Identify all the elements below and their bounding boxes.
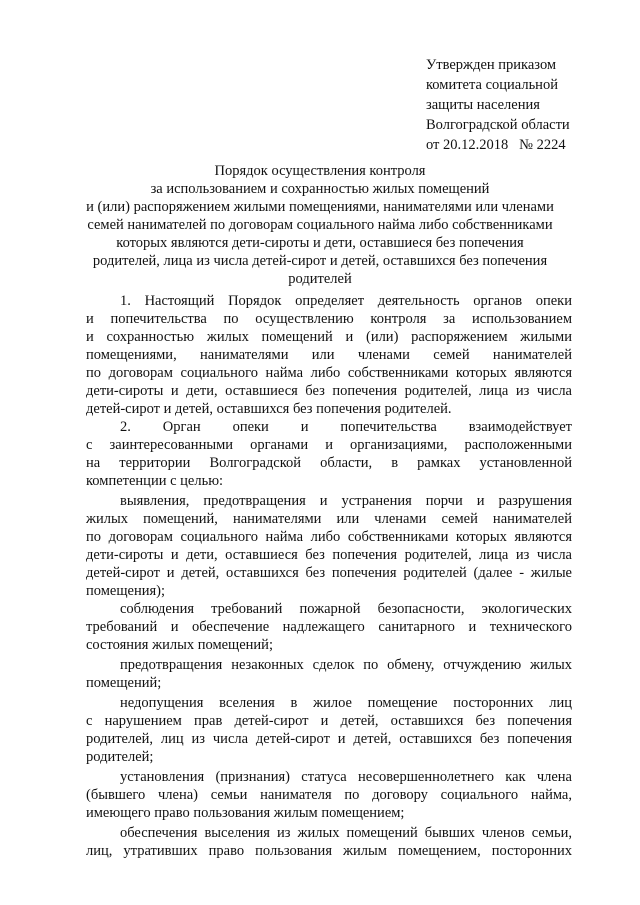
- paragraph-line: на территории Волгоградской области, в рамках установленной: [86, 455, 572, 471]
- approval-line: Утвержден приказом: [426, 57, 557, 73]
- approval-line: комитета социальной: [426, 77, 558, 93]
- paragraph-line: помещения);: [86, 583, 165, 599]
- approval-block: [0, 0, 640, 153]
- paragraph-line: и сохранностью жилых помещений и (или) распоряжением жилыми: [86, 329, 572, 345]
- paragraph-line: установления (признания) статуса несовершеннолетнего как члена: [120, 769, 572, 785]
- paragraph-line: и попечительства по осуществлению контроля за использованием: [86, 311, 572, 327]
- paragraph-line: 2. Орган опеки и попечительства взаимодействует: [120, 419, 572, 435]
- paragraph-line: детей-сирот и детей, оставшихся без попечения родителей (далее - жилые: [86, 565, 572, 581]
- paragraph-line: родителей, лиц из числа детей-сирот и детей, оставшихся без попечения: [86, 731, 572, 747]
- paragraph-line: предотвращения незаконных сделок по обмену, отчуждению жилых: [120, 657, 572, 673]
- title-line: за использованием и сохранностью жилых помещений: [150, 181, 490, 197]
- title-line: родителей, лица из числа детей-сирот и детей, оставшихся без попечения: [92, 253, 548, 269]
- paragraph-line: лиц, утративших право пользования жилым помещением, посторонних: [86, 843, 572, 859]
- paragraph-line: жилых помещений, нанимателями или членами семей нанимателей: [86, 511, 572, 527]
- paragraph-line: с заинтересованными органами и организациями, расположенными: [86, 437, 572, 453]
- paragraph-line: имеющего право пользования жилым помещением;: [86, 805, 405, 821]
- title-line: и (или) распоряжением жилыми помещениями, нанимателями или членами: [86, 199, 554, 215]
- paragraph-line: детей-сирот и детей, оставшихся без попечения родителей.: [86, 401, 452, 417]
- paragraph-line: соблюдения требований пожарной безопасности, экологических: [120, 601, 572, 617]
- title-line: родителей: [288, 271, 352, 287]
- paragraph-line: недопущения вселения в жилое помещение посторонних лиц: [120, 695, 572, 711]
- approval-line: Волгоградской области: [426, 117, 570, 133]
- paragraph-line: состояния жилых помещений;: [86, 637, 273, 653]
- paragraph-line: дети-сироты и дети, оставшиеся без попечения родителей, лица из числа: [86, 547, 572, 563]
- paragraph-line: выявления, предотвращения и устранения порчи и разрушения: [120, 493, 572, 509]
- paragraph-line: по договорам социального найма либо собственниками которых являются: [86, 529, 572, 545]
- paragraph-line: дети-сироты и дети, оставшиеся без попечения родителей, лица из числа: [86, 383, 572, 399]
- title-line: которых являются дети-сироты и дети, оставшиеся без попечения: [116, 235, 524, 251]
- title-line: семей нанимателей по договорам социального найма либо собственниками: [87, 217, 553, 233]
- paragraph-line: (бывшего члена) семьи нанимателя по договору социального найма,: [86, 787, 572, 803]
- approval-line: защиты населения: [426, 97, 540, 113]
- document-body: [0, 280, 640, 905]
- paragraph-line: помещениями, нанимателями или членами семей нанимателей: [86, 347, 572, 363]
- paragraph-line: помещений;: [86, 675, 162, 691]
- approval-date-number: от 20.12.2018 № 2224: [426, 137, 566, 153]
- title-line: Порядок осуществления контроля: [214, 163, 426, 179]
- document-title: [0, 140, 640, 287]
- paragraph-line: компетенции с целью:: [86, 473, 224, 489]
- paragraph-line: с нарушением прав детей-сирот и детей, оставшихся без попечения: [86, 713, 572, 729]
- paragraph-line: обеспечения выселения из жилых помещений бывших членов семьи,: [120, 825, 572, 841]
- paragraph-line: 1. Настоящий Порядок определяет деятельность органов опеки: [120, 293, 572, 309]
- paragraph-line: по договорам социального найма либо собственниками которых являются: [86, 365, 572, 381]
- paragraph-line: требований и обеспечение надлежащего санитарного и технического: [86, 619, 572, 635]
- paragraph-line: родителей;: [86, 749, 154, 765]
